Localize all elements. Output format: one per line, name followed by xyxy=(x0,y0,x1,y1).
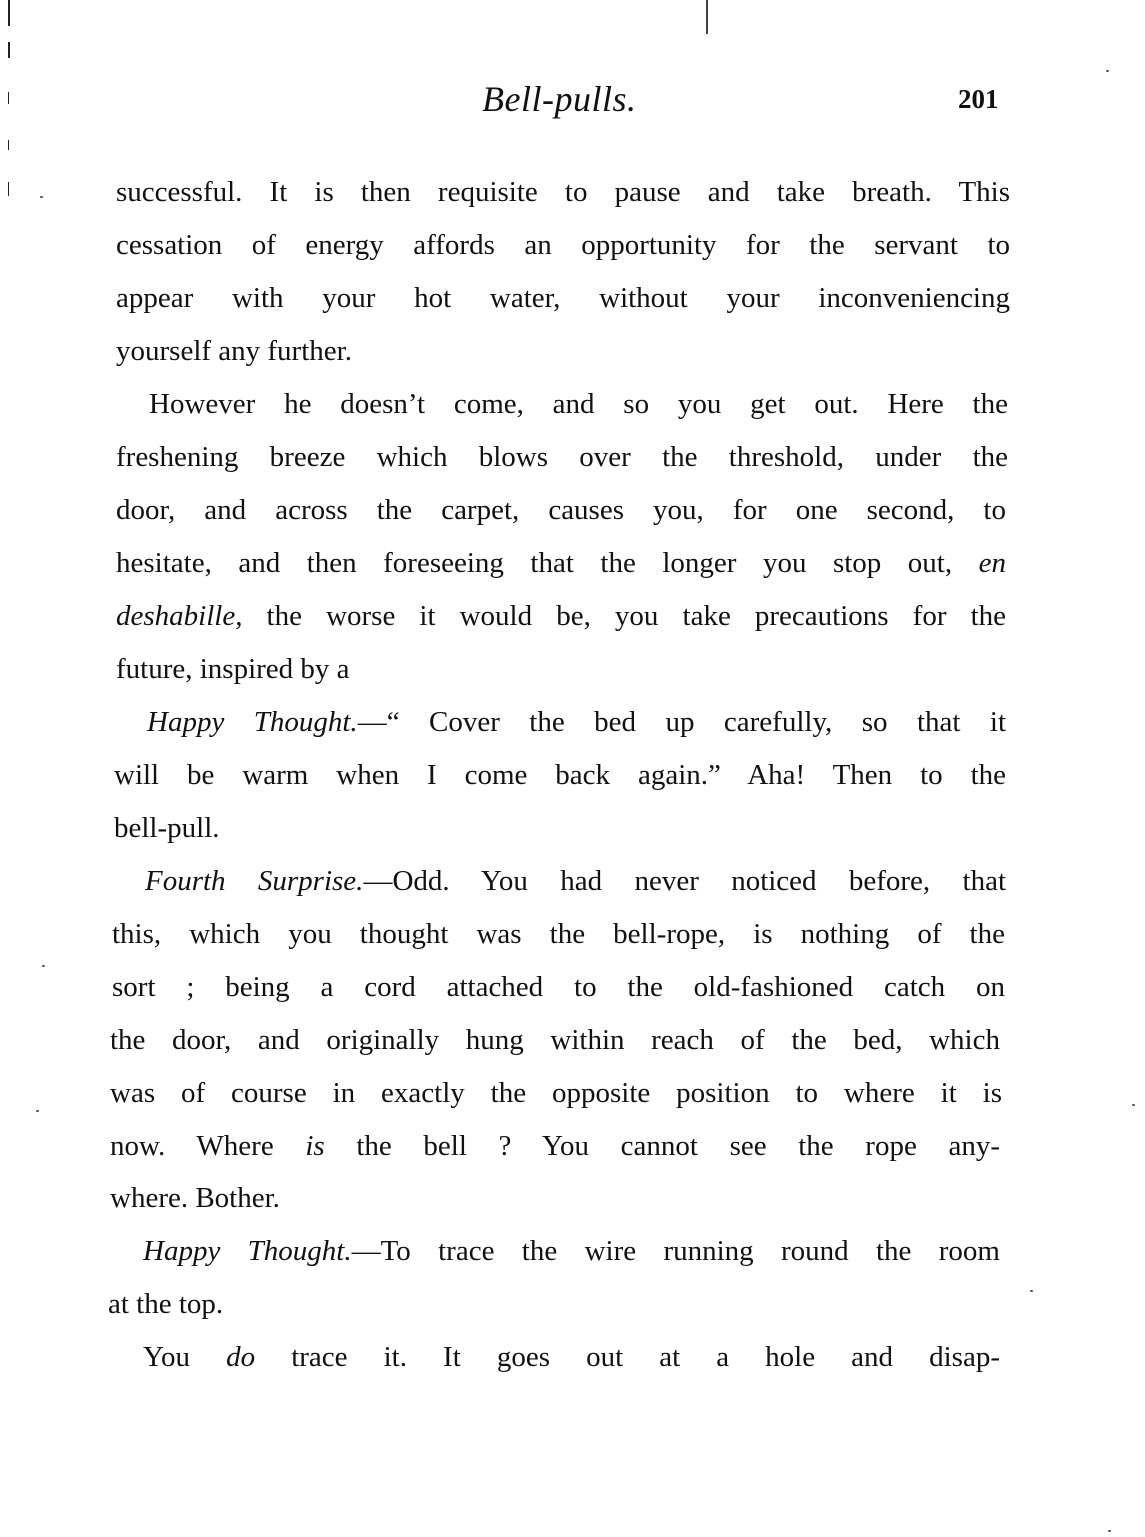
scan-speck xyxy=(1108,1530,1111,1532)
scan-speck xyxy=(42,965,45,967)
text-line xyxy=(143,1234,1000,1268)
italic-text: deshabille, xyxy=(116,600,243,632)
line-text: appear with your hot water, without your inconveniencing xyxy=(116,282,1010,314)
line-text: at the top. xyxy=(108,1288,224,1320)
text-line xyxy=(108,1287,223,1321)
line-text: cessation of energy affords an opportunity for the servant to xyxy=(116,229,1010,261)
text-line xyxy=(112,917,1005,951)
running-head xyxy=(0,78,1145,128)
text-line xyxy=(143,1340,1000,1374)
text-line xyxy=(116,334,352,368)
line-text: trace it. It goes out at a hole and disap- xyxy=(255,1341,1000,1373)
line-text: However he doesn’t come, and so you get out. Here the xyxy=(149,388,1008,420)
scan-speck xyxy=(1132,1104,1135,1106)
scan-smudge xyxy=(706,0,708,34)
text-line xyxy=(116,175,1010,209)
line-text: freshening breeze which blows over the threshold, under the xyxy=(116,441,1008,473)
text-line xyxy=(110,1129,1000,1163)
text-line xyxy=(112,970,1005,1004)
italic-text: en xyxy=(978,547,1006,579)
text-line xyxy=(116,493,1006,527)
scan-speck xyxy=(1106,70,1109,72)
text-line xyxy=(114,758,1006,792)
text-line xyxy=(114,811,220,845)
line-text: bell-pull. xyxy=(114,812,220,844)
scan-speck xyxy=(36,1110,39,1112)
line-text: successful. It is then requisite to pause and take breath. This xyxy=(116,176,1010,208)
text-line xyxy=(145,864,1006,898)
italic-text: Fourth Surprise. xyxy=(145,865,364,897)
line-text: You xyxy=(143,1341,227,1373)
line-text: the door, and originally hung within reach of the bed, which xyxy=(110,1024,1000,1056)
line-text: —“ Cover the bed up carefully, so that it xyxy=(357,706,1006,738)
scan-edge-mark xyxy=(8,140,9,150)
line-text: —Odd. You had never noticed before, that xyxy=(363,865,1006,897)
scan-edge-mark xyxy=(8,0,10,26)
text-line xyxy=(116,599,1006,633)
line-text: sort ; being a cord attached to the old-fashioned catch on xyxy=(112,971,1005,1003)
page-number: 201 xyxy=(958,84,999,114)
text-line xyxy=(110,1181,280,1215)
line-text: now. Where xyxy=(110,1130,306,1162)
italic-text: Happy Thought. xyxy=(147,706,358,738)
text-line xyxy=(110,1023,1000,1057)
text-line xyxy=(110,1076,1002,1110)
line-text: yourself any further. xyxy=(116,335,352,367)
scan-speck xyxy=(40,196,43,198)
italic-text: is xyxy=(305,1130,325,1162)
italic-text: Happy Thought. xyxy=(143,1235,352,1267)
italic-text: do xyxy=(226,1341,256,1373)
line-text: door, and across the carpet, causes you, for one second, to xyxy=(116,494,1006,526)
line-text: will be warm when I come back again.” Aha! Then to the xyxy=(114,759,1006,791)
line-text: hesitate, and then foreseeing that the longer you stop out, xyxy=(116,547,979,579)
scan-speck xyxy=(1030,1290,1033,1292)
line-text: —To trace the wire running round the room xyxy=(351,1235,1000,1267)
line-text: the bell ? You cannot see the rope any- xyxy=(324,1130,1000,1162)
text-line xyxy=(149,387,1008,421)
scan-edge-mark xyxy=(8,182,9,196)
text-line xyxy=(116,281,1010,315)
scan-edge-mark xyxy=(8,42,10,58)
line-text: this, which you thought was the bell-rope, is nothing of the xyxy=(112,918,1005,950)
running-title: Bell-pulls. xyxy=(482,79,637,119)
line-text: future, inspired by a xyxy=(116,653,350,685)
text-line xyxy=(116,440,1008,474)
text-line xyxy=(147,705,1006,739)
text-line xyxy=(116,652,350,686)
text-line xyxy=(116,228,1010,262)
line-text: was of course in exactly the opposite position to where it is xyxy=(110,1077,1002,1109)
text-line xyxy=(116,546,1006,580)
line-text: where. Bother. xyxy=(110,1182,280,1214)
line-text: the worse it would be, you take precautions for the xyxy=(242,600,1006,632)
